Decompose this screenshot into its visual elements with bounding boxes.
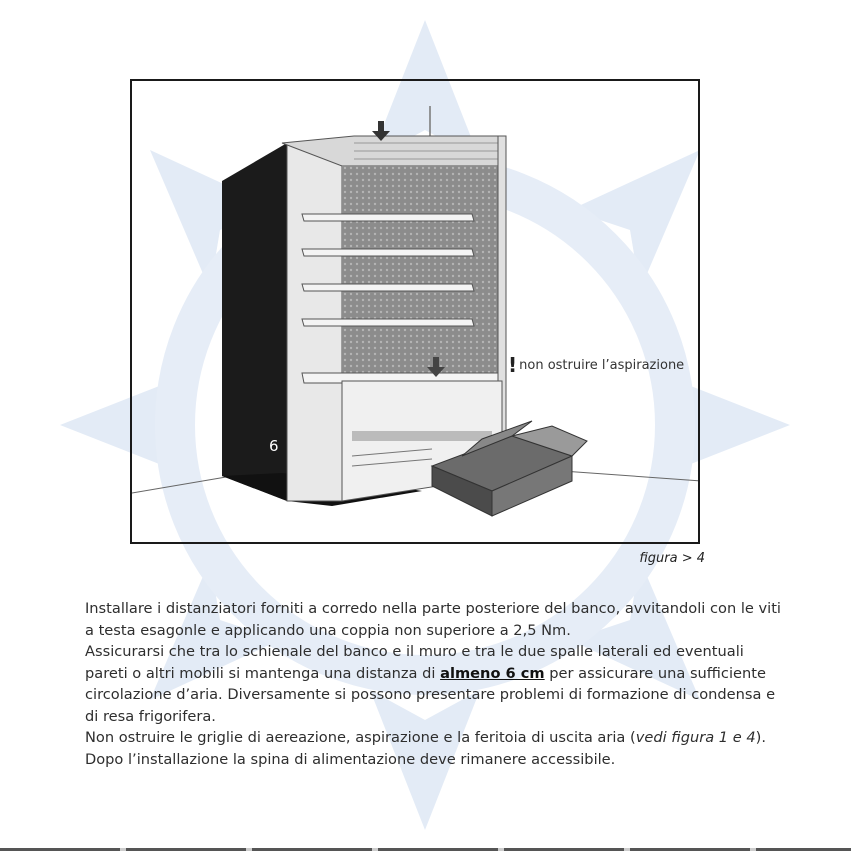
figure-caption: figura > 4 [639,551,705,566]
instruction-text [85,598,785,770]
figure-frame [130,79,700,544]
paragraph [85,727,785,749]
distance-emphasis: almeno 6 cm [440,664,545,682]
callout-text: non ostruire l’aspirazione [519,358,685,373]
display-cabinet-illustration [132,81,700,544]
paragraph [85,641,785,727]
paragraph: Dopo l’installazione la spina di alimentazione deve rimanere accessibile. [85,750,616,768]
warning-callout [508,353,684,377]
text-span: per assicurare una sufficiente circolazione d’aria. Diversamente si possono presentare problemi di formazione di condensa e di resa frigorifera. [85,664,776,725]
text-span: ). [755,729,766,746]
distance-label: 6 [269,437,279,455]
paragraph: Installare i distanziatori forniti a corredo nella parte posteriore del banco, avvitandoli con le viti a testa esagonle e applicando una coppia non superiore a 2,5 Nm. [85,600,781,639]
text-span: Non ostruire le griglie di aereazione, aspirazione e la feritoia di uscita aria ( [85,729,636,746]
figure-reference: vedi figura 1 e 4 [635,729,756,746]
exclamation-icon: ! [508,353,518,377]
text-span: Assicurarsi che tra lo schienale del banco e il muro e tra le due spalle laterali ed eventuali pareti o altri mobili si mantenga una distanza di [85,643,744,682]
